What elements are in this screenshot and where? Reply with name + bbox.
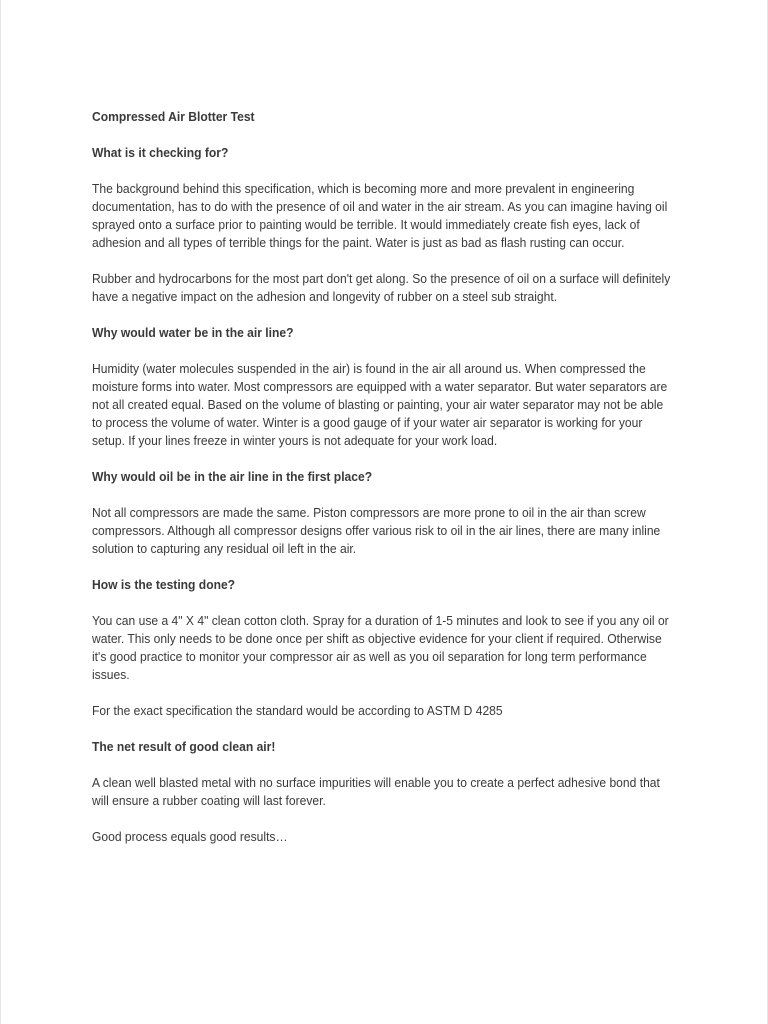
paragraph-compressors: Not all compressors are made the same. Piston compressors are more prone to oil in the air than screw compressors. Although all compressor designs offer various risk to oil in the air lines, there are many inline solution to capturing any residual oil left in the air. xyxy=(92,505,661,556)
paragraph-astm: For the exact specification the standard would be according to ASTM D 4285 xyxy=(92,703,503,718)
paragraph-testing: You can use a 4" X 4" clean cotton cloth. Spray for a duration of 1-5 minutes and look to see if you any oil or water. This only needs to be done once per shift as objective evidence for your client if required. Otherwise it's good practice to monitor your compressor air as well as you oil separation for long term performance issues. xyxy=(92,613,669,682)
paragraph-good-process: Good process equals good results… xyxy=(92,829,288,844)
section-heading-checking: What is it checking for? xyxy=(92,145,229,160)
paragraph-humidity: Humidity (water molecules suspended in the air) is found in the air all around us. When compressed the moisture forms into water. Most compressors are equipped with a water separator. But water separators are not all created equal. Based on the volume of blasting or painting, your air water separator may not be able to process the volume of water. Winter is a good gauge of if your water air separator is working for your setup. If your lines freeze in winter yours is not adequate for your work load. xyxy=(92,361,668,448)
paragraph-rubber: Rubber and hydrocarbons for the most part don't get along. So the presence of oil on a surface will definitely have a negative impact on the adhesion and longevity of rubber on a steel sub straight. xyxy=(92,271,671,304)
paragraph-clean-metal: A clean well blasted metal with no surface impurities will enable you to create a perfect adhesive bond that will ensure a rubber coating will last forever. xyxy=(92,775,660,808)
paragraph-background: The background behind this specification, which is becoming more and more prevalent in engineering documentation, has to do with the presence of oil and water in the air stream. As you can imagine having oil sprayed onto a surface prior to painting would be terrible. It would immediately create fish eyes, lack of adhesion and all types of terrible things for the paint. Water is just as bad as flash rusting can occur. xyxy=(92,181,668,250)
section-heading-testing: How is the testing done? xyxy=(92,577,236,592)
section-heading-net-result: The net result of good clean air! xyxy=(92,739,276,754)
section-heading-water: Why would water be in the air line? xyxy=(92,325,294,340)
section-heading-oil: Why would oil be in the air line in the first place? xyxy=(92,469,373,484)
document-body xyxy=(92,108,674,864)
document-title: Compressed Air Blotter Test xyxy=(92,109,255,124)
